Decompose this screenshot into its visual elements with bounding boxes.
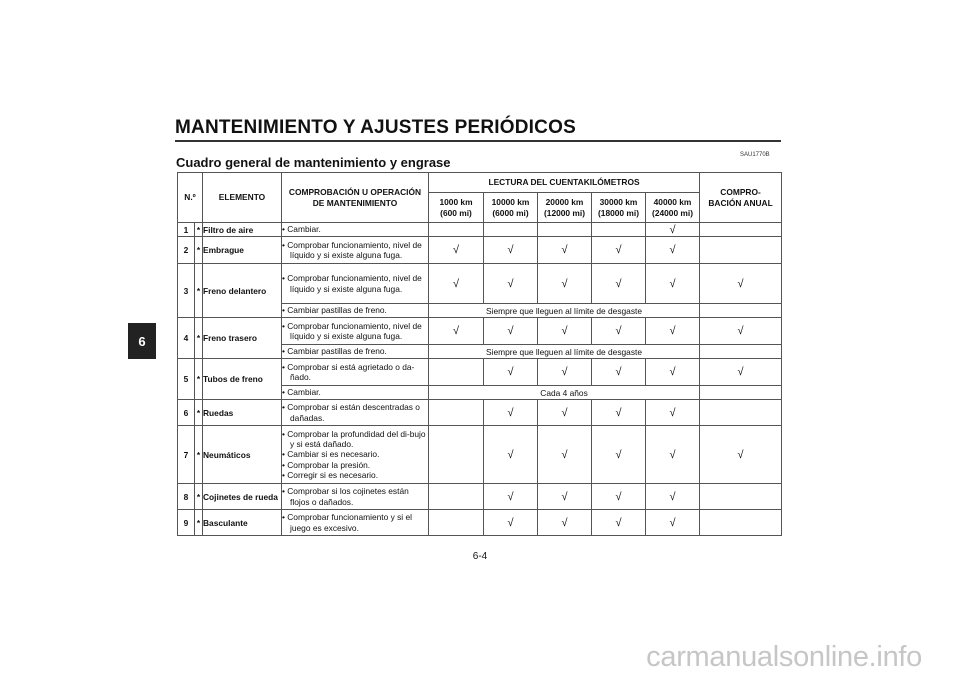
- interval-cell: [538, 223, 592, 237]
- interval-cell: [429, 510, 484, 536]
- annual-cell: [700, 304, 782, 318]
- interval-cell: [592, 223, 646, 237]
- document-code: SAU1770B: [740, 152, 770, 158]
- interval-cell: [592, 400, 646, 426]
- operation-line: • Comprobar funcionamiento, nivel de líquido y si existe alguna fuga.: [282, 320, 422, 341]
- operation-line: • Comprobar funcionamiento y si el juego es excesivo.: [282, 512, 413, 533]
- row-star: *: [195, 510, 203, 536]
- annual-cell: [700, 345, 782, 359]
- interval-cell: [429, 264, 484, 304]
- interval-cell: [538, 264, 592, 304]
- check-mark: √: [507, 244, 514, 256]
- check-mark: √: [452, 277, 460, 290]
- check-mark: √: [507, 277, 514, 290]
- operation-line: • Comprobar funcionamiento, nivel de líquido y si existe alguna fuga.: [282, 273, 422, 294]
- check-mark: √: [669, 490, 676, 503]
- row-star: *: [195, 237, 203, 264]
- interval-cell: [538, 484, 592, 510]
- page-title: MANTENIMIENTO Y AJUSTES PERIÓDICOS: [175, 117, 576, 138]
- interval-cell: [484, 237, 538, 264]
- row-operation: [282, 426, 429, 484]
- interval-cell: [646, 237, 700, 264]
- table-row: [178, 318, 782, 345]
- check-mark: √: [561, 516, 568, 529]
- annual-cell: [700, 484, 782, 510]
- table-row: [178, 484, 782, 510]
- annual-cell: [700, 386, 782, 400]
- header-check: COMPROBACIÓN U OPERACIÓN DE MANTENIMIENTO: [282, 173, 429, 223]
- header-km-2: [538, 193, 592, 223]
- operation-line: • Comprobar la profundidad del di-bujo y si está dañado.: [282, 429, 426, 450]
- interval-cell: [484, 484, 538, 510]
- row-element: Freno trasero: [203, 318, 282, 359]
- row-operation: [282, 510, 429, 536]
- header-km-0: [429, 193, 484, 223]
- row-number: 6: [178, 400, 195, 426]
- interval-cell: [484, 264, 538, 304]
- interval-cell: [484, 510, 538, 536]
- header-no: N.º: [178, 173, 203, 223]
- interval-cell: [646, 318, 700, 345]
- interval-cell: [592, 359, 646, 386]
- interval-cell: [429, 484, 484, 510]
- check-mark: √: [615, 448, 622, 461]
- maintenance-table: [177, 172, 782, 536]
- row-operation: [282, 345, 429, 359]
- km-value: 20000 km: [545, 197, 584, 208]
- check-mark: √: [561, 490, 568, 503]
- interval-cell: [592, 264, 646, 304]
- table-row: [178, 359, 782, 386]
- check-mark: √: [507, 490, 514, 503]
- km-value: 30000 km: [599, 197, 638, 208]
- chapter-tab: 6: [128, 323, 156, 359]
- interval-cell: [429, 318, 484, 345]
- row-number: 7: [178, 426, 195, 484]
- header-odometer: LECTURA DEL CUENTAKILÓMETROS: [429, 173, 700, 193]
- km-value: 10000 km: [491, 197, 530, 208]
- mi-value: (6000 mi): [492, 207, 529, 218]
- header-km-4: [646, 193, 700, 223]
- row-element: Cojinetes de rueda: [203, 484, 282, 510]
- check-mark: √: [615, 325, 622, 337]
- annual-cell: [700, 264, 782, 304]
- interval-note: Cada 4 años: [429, 386, 700, 400]
- header-annual: COMPRO-BACIÓN ANUAL: [700, 173, 782, 223]
- check-mark: √: [561, 366, 568, 378]
- interval-cell: [592, 484, 646, 510]
- interval-cell: [484, 359, 538, 386]
- watermark: carmanualsonline.info: [646, 641, 922, 673]
- check-mark: √: [669, 277, 676, 290]
- page-number: 6-4: [472, 551, 488, 562]
- mi-value: (12000 mi): [544, 207, 585, 218]
- check-mark: √: [737, 448, 744, 461]
- title-rule: [175, 140, 781, 142]
- row-operation: [282, 304, 429, 318]
- operation-line: • Cambiar pastillas de freno.: [282, 346, 387, 357]
- operation-line: • Comprobar si los cojinetes están flojos o dañados.: [282, 486, 409, 507]
- row-number: 9: [178, 510, 195, 536]
- check-mark: √: [669, 366, 676, 378]
- annual-cell: [700, 510, 782, 536]
- interval-cell: [429, 426, 484, 484]
- interval-cell: [646, 510, 700, 536]
- check-mark: √: [669, 448, 676, 461]
- km-value: 40000 km: [653, 197, 692, 208]
- check-mark: √: [507, 448, 514, 461]
- row-element: Tubos de freno: [203, 359, 282, 400]
- mi-value: (18000 mi): [598, 207, 639, 218]
- row-operation: [282, 264, 429, 304]
- check-mark: √: [615, 366, 622, 378]
- check-mark: √: [737, 325, 744, 337]
- interval-cell: [484, 400, 538, 426]
- row-element: Embrague: [203, 237, 282, 264]
- check-mark: √: [615, 406, 622, 419]
- interval-cell: [646, 400, 700, 426]
- operation-line: • Comprobar si está agrietado o da-ñado.: [282, 361, 415, 382]
- check-mark: √: [507, 366, 514, 378]
- km-value: 1000 km: [439, 197, 473, 208]
- interval-cell: [538, 510, 592, 536]
- operation-line: • Cambiar.: [282, 224, 321, 235]
- row-element: Ruedas: [203, 400, 282, 426]
- interval-note: Siempre que lleguen al límite de desgaste: [429, 345, 700, 359]
- mi-value: (600 mi): [440, 207, 472, 218]
- check-mark: √: [561, 406, 568, 419]
- row-operation: [282, 237, 429, 264]
- operation-line: • Cambiar pastillas de freno.: [282, 305, 387, 316]
- check-mark: √: [561, 244, 568, 256]
- row-operation: [282, 223, 429, 237]
- check-mark: √: [561, 325, 568, 337]
- interval-cell: [538, 400, 592, 426]
- row-number: 8: [178, 484, 195, 510]
- check-mark: √: [669, 325, 676, 337]
- table-row: [178, 237, 782, 264]
- check-mark: √: [452, 244, 460, 256]
- interval-cell: [484, 426, 538, 484]
- operation-line: • Corregir si es necesario.: [282, 469, 379, 480]
- interval-cell: [646, 223, 700, 237]
- interval-cell: [592, 510, 646, 536]
- table-row: [178, 400, 782, 426]
- check-mark: √: [507, 516, 514, 529]
- interval-cell: [538, 359, 592, 386]
- check-mark: √: [615, 277, 622, 290]
- check-mark: √: [669, 244, 676, 256]
- check-mark: √: [669, 406, 676, 419]
- interval-cell: [538, 426, 592, 484]
- interval-cell: [592, 426, 646, 484]
- check-mark: √: [615, 244, 622, 256]
- check-mark: √: [737, 366, 744, 378]
- row-star: *: [195, 359, 203, 400]
- row-element: Basculante: [203, 510, 282, 536]
- check-mark: √: [452, 325, 460, 337]
- check-mark: √: [615, 490, 622, 503]
- row-star: *: [195, 400, 203, 426]
- interval-cell: [429, 223, 484, 237]
- row-number: 3: [178, 264, 195, 318]
- row-element: Neumáticos: [203, 426, 282, 484]
- table-row: [178, 426, 782, 484]
- check-mark: √: [507, 325, 514, 337]
- row-number: 1: [178, 223, 195, 237]
- interval-cell: [429, 237, 484, 264]
- interval-cell: [538, 318, 592, 345]
- row-operation: [282, 359, 429, 386]
- annual-cell: [700, 359, 782, 386]
- interval-cell: [646, 484, 700, 510]
- check-mark: √: [561, 448, 568, 461]
- header-element: ELEMENTO: [203, 173, 282, 223]
- interval-cell: [592, 237, 646, 264]
- row-star: *: [195, 426, 203, 484]
- operation-line: • Cambiar.: [282, 387, 321, 398]
- header-km-1: [484, 193, 538, 223]
- row-element: Freno delantero: [203, 264, 282, 318]
- row-star: *: [195, 264, 203, 318]
- interval-cell: [646, 426, 700, 484]
- check-mark: √: [669, 516, 676, 529]
- row-number: 5: [178, 359, 195, 400]
- check-mark: √: [561, 277, 568, 290]
- interval-cell: [646, 359, 700, 386]
- interval-cell: [429, 400, 484, 426]
- operation-line: • Comprobar funcionamiento, nivel de líquido y si existe alguna fuga.: [282, 239, 422, 260]
- annual-cell: [700, 223, 782, 237]
- annual-cell: [700, 400, 782, 426]
- interval-cell: [592, 318, 646, 345]
- annual-cell: [700, 318, 782, 345]
- annual-cell: [700, 426, 782, 484]
- check-mark: √: [737, 277, 744, 290]
- interval-cell: [484, 223, 538, 237]
- table-row: [178, 264, 782, 304]
- row-star: *: [195, 223, 203, 237]
- section-title: Cuadro general de mantenimiento y engrase: [176, 155, 451, 170]
- annual-cell: [700, 237, 782, 264]
- row-operation: [282, 386, 429, 400]
- header-km-3: [592, 193, 646, 223]
- check-mark: √: [507, 406, 514, 419]
- row-operation: [282, 318, 429, 345]
- interval-cell: [538, 237, 592, 264]
- table-row: [178, 223, 782, 237]
- operation-line: • Comprobar si están descentradas o dañadas.: [282, 402, 420, 423]
- table-row: [178, 510, 782, 536]
- row-star: *: [195, 318, 203, 359]
- operation-line: • Comprobar la presión.: [282, 459, 371, 470]
- row-operation: [282, 484, 429, 510]
- row-number: 2: [178, 237, 195, 264]
- interval-cell: [646, 264, 700, 304]
- check-mark: √: [615, 516, 622, 529]
- interval-cell: [429, 359, 484, 386]
- row-star: *: [195, 484, 203, 510]
- row-operation: [282, 400, 429, 426]
- mi-value: (24000 mi): [652, 207, 693, 218]
- interval-cell: [484, 318, 538, 345]
- row-element: Filtro de aire: [203, 223, 282, 237]
- check-mark: √: [669, 223, 676, 236]
- row-number: 4: [178, 318, 195, 359]
- operation-line: • Cambiar si es necesario.: [282, 449, 380, 460]
- interval-note: Siempre que lleguen al límite de desgaste: [429, 304, 700, 318]
